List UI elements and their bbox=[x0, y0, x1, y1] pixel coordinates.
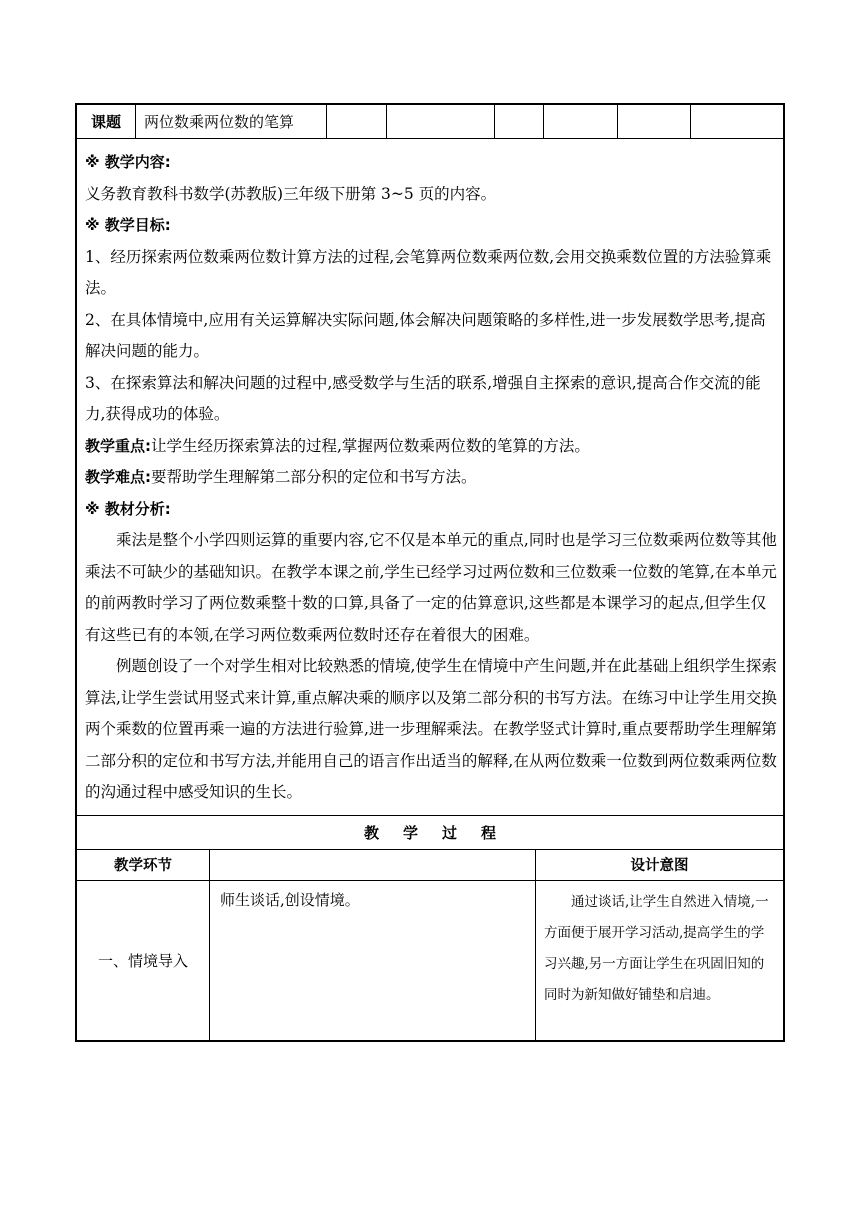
goals-heading: ※ 教学目标: bbox=[85, 216, 171, 234]
header-empty-cell bbox=[495, 105, 544, 138]
key-point-label: 教学重点: bbox=[85, 436, 151, 455]
process-column-headers bbox=[77, 850, 783, 881]
activity-cell: 师生谈话,创设情境。 bbox=[210, 881, 536, 1040]
teaching-content-text: 义务教育教科书数学(苏教版)三年级下册第 3~5 页的内容。 bbox=[85, 184, 497, 203]
header-empty-cell bbox=[544, 105, 618, 138]
intent-column-header: 设计意图 bbox=[630, 858, 689, 874]
analysis-heading: ※ 教材分析: bbox=[85, 499, 171, 518]
analysis-paragraph: 例题创设了一个对学生相对比较熟悉的情境,使学生在情境中产生问题,并在此基础上组织学生探索算法,让学生尝试用竖式来计算,重点解决乘的顺序以及第二部分积的书写方法。在练习中让学生用交换两个乘数的位置再乘一遍的方法进行验算,进一步理解乘法。在教学竖式计算时,重点要帮助学生理解第二部分积的定位和书写方法,并能用自己的语言作出适当的解释,在从两位数乘一位数到两位数乘两位数的沟通过程中感受知识的生长。 bbox=[85, 657, 777, 801]
topic-label: 课题 bbox=[77, 105, 136, 138]
header-empty-cell bbox=[327, 105, 387, 138]
content-section bbox=[77, 139, 783, 816]
stage-column-header: 教学环节 bbox=[77, 850, 210, 880]
header-empty-cell bbox=[691, 105, 783, 138]
process-heading: 教学过程 bbox=[77, 816, 783, 850]
goal-item: 1、经历探索两位数乘两位数计算方法的过程,会笔算两位数乘两位数,会用交换乘数位置的方法验算乘法。 bbox=[85, 247, 772, 297]
difficulty bbox=[85, 462, 777, 494]
header-empty-cell bbox=[618, 105, 691, 138]
goal-item: 2、在具体情境中,应用有关运算解决实际问题,体会解决问题策略的多样性,进一步发展数学思考,提高解决问题的能力。 bbox=[85, 310, 766, 360]
activity-column-header bbox=[210, 850, 536, 880]
key-point-text: 让学生经历探索算法的过程,掌握两位数乘两位数的笔算的方法。 bbox=[151, 436, 590, 455]
stage-cell: 一、情境导入 bbox=[77, 881, 210, 1040]
key-point bbox=[85, 431, 777, 463]
goal-item: 3、在探索算法和解决问题的过程中,感受数学与生活的联系,增强自主探索的意识,提高合作交流的能力,获得成功的体验。 bbox=[85, 373, 761, 423]
analysis-paragraph: 乘法是整个小学四则运算的重要内容,它不仅是本单元的重点,同时也是学习三位数乘两位数等其他乘法不可缺少的基础知识。在教学本课之前,学生已经学习过两位数和三位数乘一位数的笔算,在本单元的前两教时学习了两位数乘整十数的口算,具备了一定的估算意识,这些都是本课学习的起点,但学生仅有这些已有的本领,在学习两位数乘两位数时还存在着很大的困难。 bbox=[85, 531, 777, 644]
process-row bbox=[77, 881, 783, 1040]
header-row bbox=[77, 105, 783, 139]
teaching-content-heading: ※ 教学内容: bbox=[85, 153, 171, 171]
lesson-plan-table bbox=[75, 103, 785, 1042]
intent-cell: 通过谈话,让学生自然进入情境,一方面便于展开学习活动,提高学生的学习兴趣,另一方面让学生在巩固旧知的同时为新知做好铺垫和启迪。 bbox=[544, 893, 769, 1004]
header-empty-cell bbox=[387, 105, 495, 138]
difficulty-text: 要帮助学生理解第二部分积的定位和书写方法。 bbox=[151, 468, 477, 486]
topic-title: 两位数乘两位数的笔算 bbox=[136, 105, 327, 138]
difficulty-label: 教学难点: bbox=[85, 468, 151, 486]
